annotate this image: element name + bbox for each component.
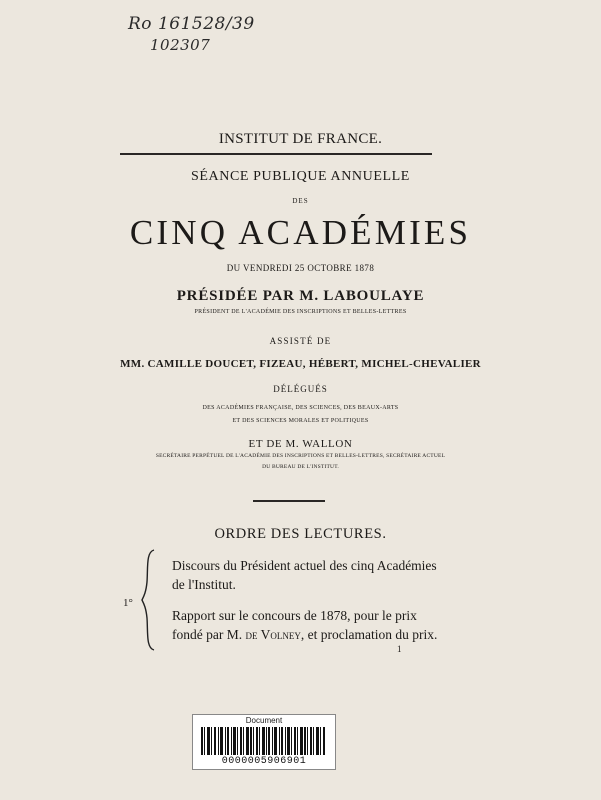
- reading-2-text-c: , et proclamation du prix.: [300, 627, 438, 642]
- section-rule: [253, 500, 325, 502]
- assistants-names: MM. CAMILLE DOUCET, FIZEAU, HÉBERT, MICHEL-CHEVALIER: [120, 358, 481, 370]
- handwritten-number: 102307: [150, 36, 211, 54]
- assisted-label: ASSISTÉ DE: [269, 336, 332, 346]
- institute-heading: INSTITUT DE FRANCE.: [218, 131, 383, 147]
- presided-line: PRÉSIDÉE PAR M. LABOULAYE: [176, 288, 425, 304]
- reading-1-line-2: de l'Institut.: [172, 577, 236, 592]
- barcode-icon: [201, 727, 327, 755]
- session-line: SÉANCE PUBLIQUE ANNUELLE: [191, 169, 410, 184]
- wallon-line: ET DE M. WALLON: [248, 438, 353, 450]
- des-label: DES: [292, 197, 309, 205]
- reading-2-line-2: [172, 627, 437, 643]
- page-mark: 1: [397, 644, 402, 654]
- reading-2-text-a: fondé par M.: [172, 627, 246, 642]
- reading-1-line-1: Discours du Président actuel des cinq Académies: [172, 558, 437, 573]
- reading-2-line-1: Rapport sur le concours de 1878, pour le prix: [172, 608, 417, 623]
- curly-brace-icon: [140, 548, 158, 652]
- main-title: CINQ ACADÉMIES: [129, 213, 472, 252]
- president-role: PRÉSIDENT DE L'ACADÉMIE DES INSCRIPTIONS ET BELLES-LETTRES: [194, 309, 407, 315]
- barcode-number: 0000005906901: [221, 756, 307, 767]
- wallon-role-2: DU BUREAU DE L'INSTITUT.: [262, 464, 339, 470]
- item-number: 1°: [123, 597, 133, 609]
- order-heading: ORDRE DES LECTURES.: [214, 526, 387, 542]
- barcode-label: [192, 714, 336, 770]
- header-rule: [120, 153, 432, 155]
- barcode-title: Document: [245, 716, 283, 725]
- handwritten-shelfmark: Ro 161528/39: [128, 14, 255, 34]
- delegates-academies: DES ACADÉMIES FRANÇAISE, DES SCIENCES, DES BEAUX-ARTS: [202, 405, 399, 411]
- reading-2-name: de Volney: [245, 627, 301, 642]
- wallon-role: SECRÉTAIRE PERPÉTUEL DE L'ACADÉMIE DES INSCRIPTIONS ET BELLES-LETTRES, SECRÉTAIRE ACTUEL: [155, 453, 446, 459]
- delegates-label: DÉLÉGUÉS: [273, 384, 328, 394]
- session-date: DU VENDREDI 25 OCTOBRE 1878: [226, 263, 375, 273]
- delegates-academies-2: ET DES SCIENCES MORALES ET POLITIQUES: [232, 418, 369, 424]
